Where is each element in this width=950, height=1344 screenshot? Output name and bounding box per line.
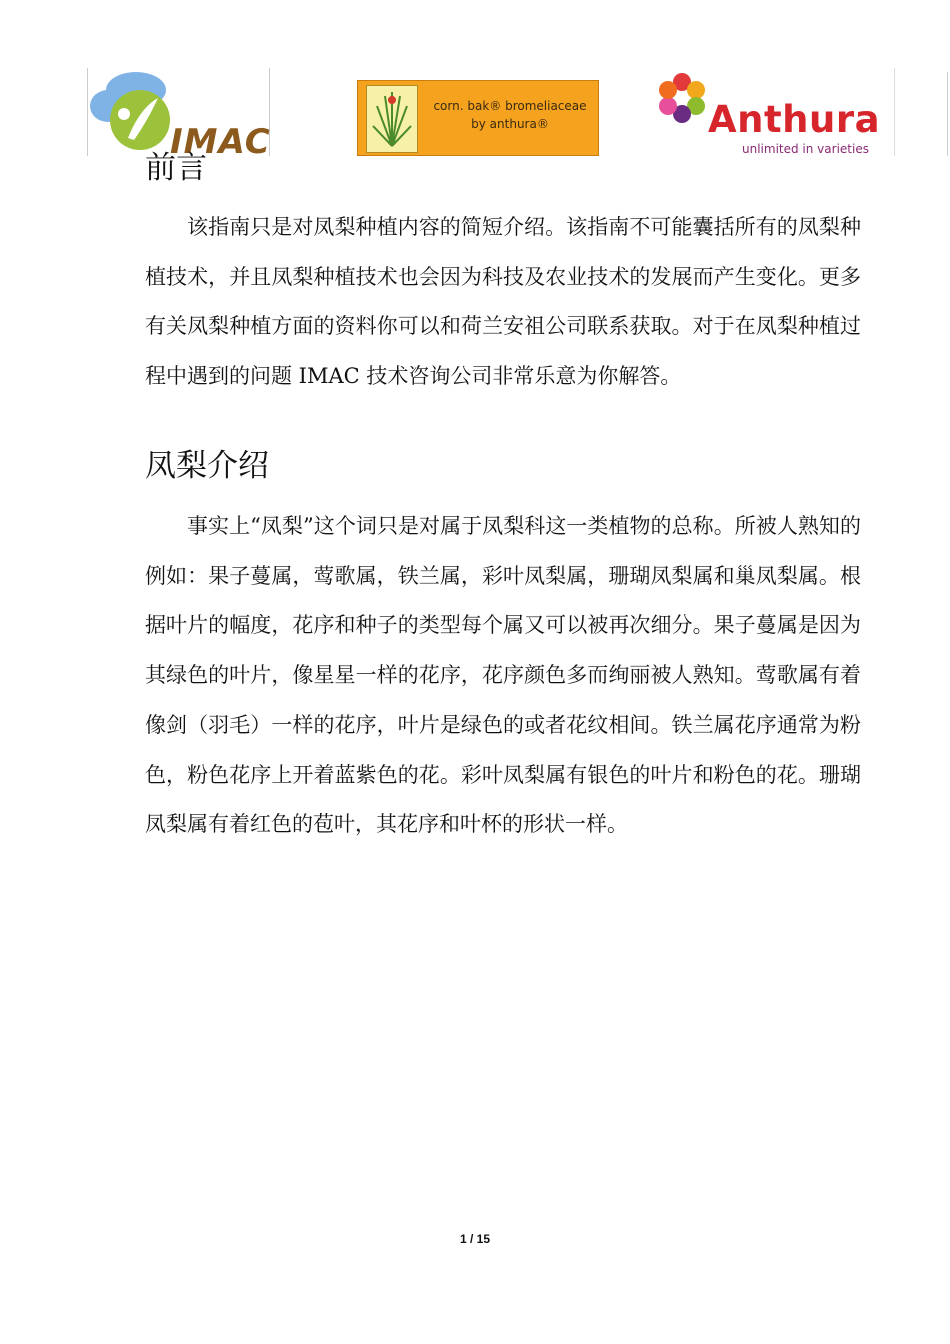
intro-paragraph: 事实上“凤梨”这个词只是对属于凤梨科这一类植物的总称。所被人熟知的例如：果子蔓属，莺歌属，铁兰属，彩叶凤梨属，珊瑚凤梨属和巢凤梨属。根据叶片的幅度，花序和种子的类型每个属又可以被再次细分。果子蔓属是因为其绿色的叶片，像星星一样的花序，花序颜色多而绚丽被人熟知。莺歌属有着像剑（羽毛）一样的花序，叶片是绿色的或者花纹相间。铁兰属花序通常为粉色，粉色花序上开着蓝紫色的花。彩叶凤梨属有银色的叶片和粉色的花。珊瑚凤梨属有着红色的苞叶，其花序和叶杯的形状一样。 (145, 514, 861, 837)
section-title-preface: 前言 (145, 150, 207, 186)
corn-bak-logo (357, 80, 599, 156)
corn-bak-logo-text (424, 97, 596, 133)
corn-bak-line1: corn. bak® bromeliaceae (433, 99, 587, 113)
page-number: 1 / 15 (459, 1232, 491, 1246)
imac-logo-text: IMAC (170, 122, 271, 162)
anthura-logo (656, 68, 895, 156)
anthura-tagline: unlimited in varieties (742, 142, 869, 156)
corn-bak-line2: by anthura® (471, 117, 549, 131)
section-title-intro: 凤梨介绍 (145, 448, 269, 484)
anthura-flower-icon (656, 72, 708, 124)
anthura-logo-text: Anthura (708, 98, 881, 141)
preface-paragraph: 该指南只是对凤梨种植内容的简短介绍。该指南不可能囊括所有的凤梨种植技术，并且凤梨种植技术也会因为科技及农业技术的发展而产生变化。更多有关凤梨种植方面的资料你可以和荷兰安祖公司联系获取。对于在凤梨种植过程中遇到的问题 IMAC 技术咨询公司非常乐意为你解答。 (145, 215, 861, 389)
bromeliad-plant-icon (366, 85, 418, 153)
imac-logo (87, 68, 271, 162)
header-edge-divider (947, 72, 948, 156)
